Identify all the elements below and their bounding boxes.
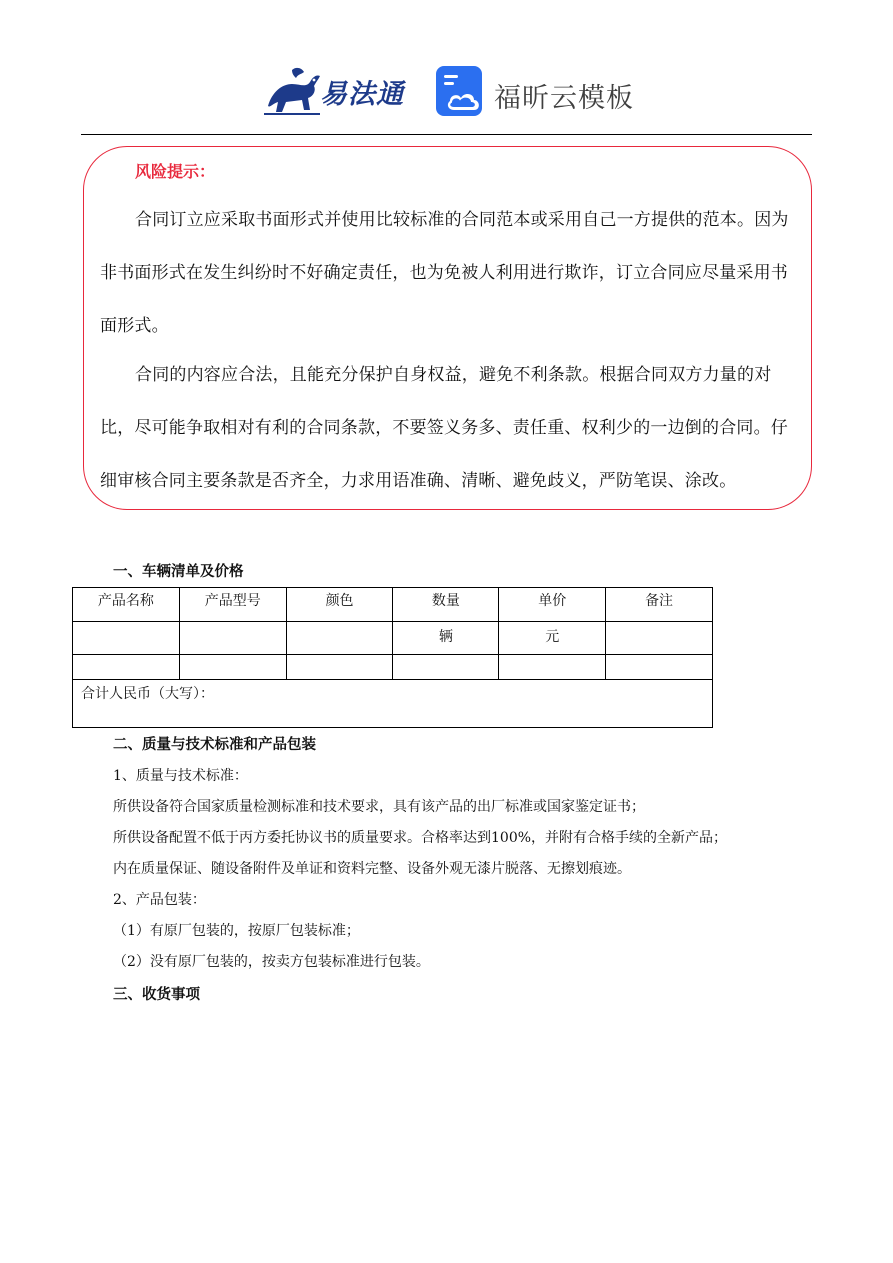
- table-row: [73, 655, 713, 680]
- table-cell: [286, 622, 393, 655]
- section2-line-5: 2、产品包装：: [113, 892, 206, 908]
- header-cell-quantity: 数量: [393, 588, 499, 622]
- vehicle-list-table: [72, 587, 713, 728]
- table-row: [73, 622, 713, 655]
- section2-line-1: 1、质量与技术标准：: [113, 768, 248, 784]
- table-cell: [286, 655, 393, 680]
- risk-paragraph-2: 合同的内容应合法，且能充分保护自身权益，避免不利条款。根据合同双方力量的对比，尽可能争取相对有利的合同条款，不要签义务多、责任重、权利少的一边倒的合同。仔细审核合同主要条款是否齐全，力求用语准确、清晰、避免歧义，严防笔误、涂改。: [100, 365, 788, 491]
- header-cell-product-name: 产品名称: [73, 588, 180, 622]
- section2-line-3: 所供设备配置不低于丙方委托协议书的质量要求。合格率达到100%，并附有合格手续的全新产品；: [113, 830, 728, 846]
- foxit-template-logo-text: 福昕云模板: [494, 83, 634, 114]
- table-cell: [179, 655, 286, 680]
- header-cell-product-model: 产品型号: [179, 588, 286, 622]
- section2-line-7: （2）没有原厂包装的，按卖方包装标准进行包装。: [113, 954, 430, 970]
- table-cell: [393, 655, 499, 680]
- section3-heading: 三、收货事项: [113, 986, 200, 1003]
- risk-warning-title: 风险提示：: [135, 162, 216, 181]
- table-header-row: [73, 588, 713, 622]
- table-cell: [73, 655, 180, 680]
- risk-paragraph-1: 合同订立应采取书面形式并使用比较标准的合同范本或采用自己一方提供的范本。因为非书面形式在发生纠纷时不好确定责任，也为免被人利用进行欺诈，订立合同应尽量采用书面形式。: [100, 210, 789, 336]
- table-total-row: [73, 680, 713, 728]
- table-cell: [179, 622, 286, 655]
- table-cell-quantity-unit: 辆: [393, 622, 499, 655]
- section2-line-4: 内在质量保证、随设备附件及单证和资料完整、设备外观无漆片脱落、无擦划痕迹。: [113, 861, 631, 877]
- table-cell: [606, 622, 713, 655]
- header-cell-remarks: 备注: [606, 588, 713, 622]
- yifatong-logo-text: 易法通: [320, 79, 404, 110]
- total-rmb-label: 合计人民币（大写）：: [73, 680, 713, 728]
- yifatong-logo: [262, 62, 412, 118]
- table-cell: [606, 655, 713, 680]
- section2-line-2: 所供设备符合国家质量检测标准和技术要求，具有该产品的出厂标准或国家鉴定证书；: [113, 799, 645, 815]
- section2-heading: 二、质量与技术标准和产品包装: [113, 736, 316, 753]
- header-divider: [81, 134, 812, 135]
- header-cell-unit-price: 单价: [499, 588, 606, 622]
- qilin-mascot-icon: [262, 62, 324, 118]
- page-header: [0, 58, 893, 124]
- table-cell: [499, 655, 606, 680]
- document-cloud-icon: [436, 64, 488, 118]
- header-cell-color: 颜色: [286, 588, 393, 622]
- table-cell-price-unit: 元: [499, 622, 606, 655]
- section2-line-6: （1）有原厂包装的，按原厂包装标准；: [113, 923, 360, 939]
- foxit-template-logo: [436, 64, 636, 120]
- risk-warning-box: [83, 146, 812, 510]
- section1-heading: 一、车辆清单及价格: [113, 563, 244, 580]
- table-cell: [73, 622, 180, 655]
